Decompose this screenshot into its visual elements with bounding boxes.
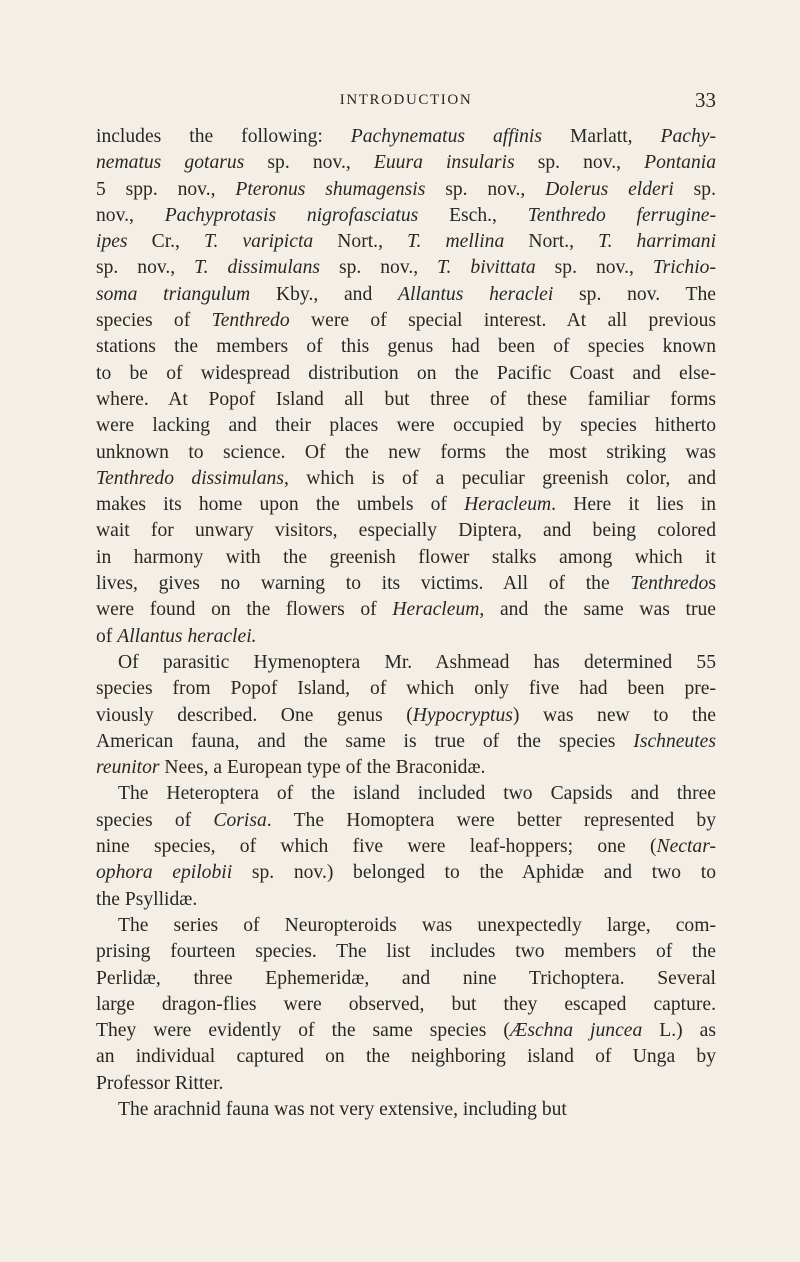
text-line: The series of Neuropteroids was unexpectedly large, com- — [118, 914, 716, 936]
text-line: species from Popof Island, of which only five had been pre- — [96, 678, 716, 700]
text-line: Perlidæ, three Ephemeridæ, and nine Trichoptera. Several — [96, 967, 716, 989]
text-line: American fauna, and the same is true of the species Ischneutes — [96, 730, 716, 752]
text-line: the Psyllidæ. — [96, 888, 198, 910]
text-line: nov., Pachyprotasis nigrofasciatus Esch., Tenthredo ferrugine- — [96, 204, 716, 226]
text-line: were found on the flowers of Heracleum, and the same was true — [96, 599, 717, 621]
text-line: were lacking and their places were occupied by species hitherto — [96, 415, 716, 437]
text-line: soma triangulum Kby., and Allantus heraclei sp. nov. The — [96, 283, 716, 305]
text-line: nine species, of which five were leaf-hoppers; one (Nectar- — [96, 836, 716, 858]
text-line: large dragon-flies were observed, but they escaped capture. — [96, 993, 716, 1015]
page-header — [96, 88, 716, 122]
text-line: sp. nov., T. dissimulans sp. nov., T. bivittata sp. nov., Trichio- — [96, 257, 716, 279]
text-line: species of Corisa. The Homoptera were better represented by — [96, 809, 717, 831]
text-line: makes its home upon the umbels of Heracleum. Here it lies in — [96, 494, 716, 516]
text-line: ipes Cr., T. varipicta Nort., T. mellina Nort., T. harrimani — [96, 231, 717, 253]
text-line: species of Tenthredo were of special interest. At all previous — [96, 310, 716, 332]
text-line: prising fourteen species. The list includes two members of the — [96, 941, 716, 963]
text-line: in harmony with the greenish flower stalks among which it — [96, 546, 716, 568]
text-line: of Allantus heraclei. — [96, 625, 257, 647]
page-number: 33 — [695, 88, 716, 112]
text-line: The Heteroptera of the island included two Capsids and three — [118, 783, 716, 805]
text-line: They were evidently of the same species (Æschna juncea L.) as — [96, 1020, 717, 1042]
running-title: INTRODUCTION — [339, 92, 473, 108]
text-line: to be of widespread distribution on the Pacific Coast and else- — [96, 362, 716, 384]
text-line: where. At Popof Island all but three of these familiar forms — [96, 388, 716, 410]
text-line: ophora epilobii sp. nov.) belonged to the Aphidæ and two to — [96, 862, 716, 884]
text-line: nematus gotarus sp. nov., Euura insularis sp. nov., Pontania — [96, 152, 717, 174]
text-line: wait for unwary visitors, especially Diptera, and being colored — [96, 520, 716, 542]
body-text — [96, 124, 716, 1123]
text-line: stations the members of this genus had been of species known — [96, 336, 716, 358]
text-line: an individual captured on the neighboring island of Unga by — [96, 1046, 716, 1068]
text-line: reunitor Nees, a European type of the Braconidæ. — [96, 757, 486, 779]
text-line: Of parasitic Hymenoptera Mr. Ashmead has determined 55 — [118, 651, 716, 673]
text-line: Tenthredo dissimulans, which is of a peculiar greenish color, and — [96, 467, 716, 489]
text-line: unknown to science. Of the new forms the most striking was — [96, 441, 716, 463]
text-line: lives, gives no warning to its victims. All of the Tenthredos — [96, 573, 716, 595]
text-line: The arachnid fauna was not very extensive, including but — [118, 1098, 567, 1120]
text-line: includes the following: Pachynematus affinis Marlatt, Pachy- — [96, 126, 717, 147]
text-line: viously described. One genus (Hypocryptus) was new to the — [96, 704, 716, 726]
text-line: Professor Ritter. — [96, 1072, 224, 1094]
text-line: 5 spp. nov., Pteronus shumagensis sp. nov., Dolerus elderi sp. — [96, 178, 716, 200]
